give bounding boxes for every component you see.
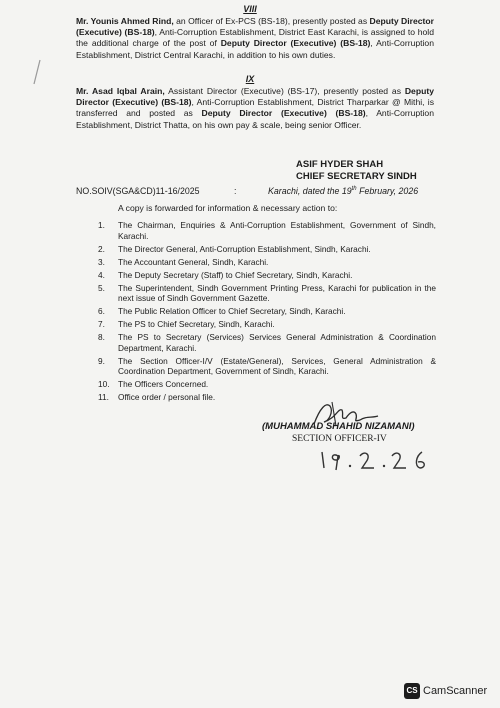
recipient-text: The Superintendent, Sindh Government Printing Press, Karachi for publication in the next issue of Sindh Government Gazette.: [118, 282, 436, 304]
recipient-number: 2.: [98, 243, 105, 254]
recipient-text: The PS to Chief Secretary, Sindh, Karachi.: [118, 319, 275, 330]
recipient-item: [98, 270, 436, 281]
recipient-item: [98, 283, 436, 304]
section-heading-viii: VIII: [243, 4, 257, 14]
recipient-number: 4.: [98, 269, 105, 280]
paragraph-ix: [76, 86, 434, 131]
recipient-list: [98, 220, 436, 405]
copy-intro: A copy is forwarded for information & necessary action to:: [118, 203, 338, 213]
paragraph-text: , Anti-Corruption Establishment, District East Karachi, is assigned to hold the additional charge of the post of: [76, 27, 434, 49]
recipient-text: The PS to Secretary (Services) Services General Administration & Coordination Department, Karachi.: [118, 332, 436, 353]
paragraph-text: Assistant Director (Executive) (BS-17), presently posted as: [164, 86, 405, 96]
recipient-number: 9.: [98, 355, 105, 366]
recipient-text: The Director General, Anti-Corruption Establishment, Sindh, Karachi.: [118, 243, 371, 254]
section-officer-title: SECTION OFFICER-IV: [292, 434, 387, 444]
post-title: Deputy Director (Executive) (BS-18): [76, 16, 434, 38]
reference-separator: :: [234, 186, 237, 196]
paragraph-text: , Anti-Corruption Establishment, District Tharparkar @ Mithi, is transferred and posted as: [76, 97, 434, 119]
recipient-text: The Deputy Secretary (Staff) to Chief Secretary, Sindh, Karachi.: [118, 269, 353, 280]
recipient-text: The Officers Concerned.: [118, 379, 209, 390]
handwritten-date: [318, 446, 436, 472]
recipient-item: [98, 244, 436, 255]
post-title: Deputy Director (Executive) (BS-18): [201, 108, 366, 119]
post-title: Deputy Director (Executive) (BS-18): [76, 86, 434, 108]
recipient-text: The Accountant General, Sindh, Karachi.: [118, 256, 269, 267]
chief-secretary-name: ASIF HYDER SHAH: [296, 159, 384, 170]
recipient-item: [98, 332, 436, 353]
recipient-item: [98, 356, 436, 377]
officer-name: Mr. Asad Iqbal Arain,: [76, 86, 165, 96]
recipient-number: 10.: [98, 379, 110, 390]
reference-number: NO.SOIV(SGA&CD)11-16/2025: [76, 186, 200, 196]
date-ordinal: th: [351, 186, 357, 193]
date-prefix: Karachi, dated the 19: [268, 186, 352, 196]
recipient-item: [98, 306, 436, 317]
recipient-text: The Chairman, Enquiries & Anti-Corruption Establishment, Government of Sindh, Karachi.: [118, 220, 436, 241]
recipient-item: [98, 379, 436, 390]
post-title: Deputy Director (Executive) (BS-18): [220, 38, 371, 49]
scan-mark: [30, 58, 44, 88]
date-suffix: February, 2026: [356, 186, 419, 196]
recipient-number: 6.: [98, 306, 105, 317]
recipient-item: [98, 220, 436, 241]
recipient-number: 5.: [98, 282, 105, 293]
recipient-number: 3.: [98, 256, 105, 267]
paragraph-viii: [76, 16, 434, 61]
camscanner-text: CamScanner: [423, 685, 488, 697]
recipient-item: [98, 319, 436, 330]
recipient-number: 8.: [98, 332, 105, 343]
recipient-number: 11.: [98, 392, 109, 403]
camscanner-logo: CS: [404, 683, 420, 699]
paragraph-text: , Anti-Corruption Establishment, District Thatta, on his own pay & scale, being senior Officer.: [76, 108, 434, 130]
paragraph-text: an Officer of Ex-PCS (BS-18), presently posted as: [173, 16, 370, 26]
recipient-text: The Public Relation Officer to Chief Secretary, Sindh, Karachi.: [118, 306, 346, 317]
recipient-number: 7.: [98, 319, 105, 330]
chief-secretary-title: CHIEF SECRETARY SINDH: [296, 171, 417, 182]
section-heading-ix: IX: [245, 74, 255, 84]
recipient-text: The Section Officer-I/V (Estate/General), Services, General Administration & Coordination Department, Government of Sindh, Karachi.: [118, 355, 436, 377]
reference-date: [268, 186, 418, 196]
section-officer-name: (MUHAMMAD SHAHID NIZAMANI): [262, 421, 415, 432]
recipient-number: 1.: [98, 220, 105, 230]
recipient-item: [98, 257, 436, 268]
paragraph-text: , Anti-Corruption Establishment, District Central Karachi, in addition to his own duties.: [76, 38, 434, 60]
recipient-text: Office order / personal file.: [118, 392, 216, 403]
officer-name: Mr. Younis Ahmed Rind,: [76, 16, 174, 26]
